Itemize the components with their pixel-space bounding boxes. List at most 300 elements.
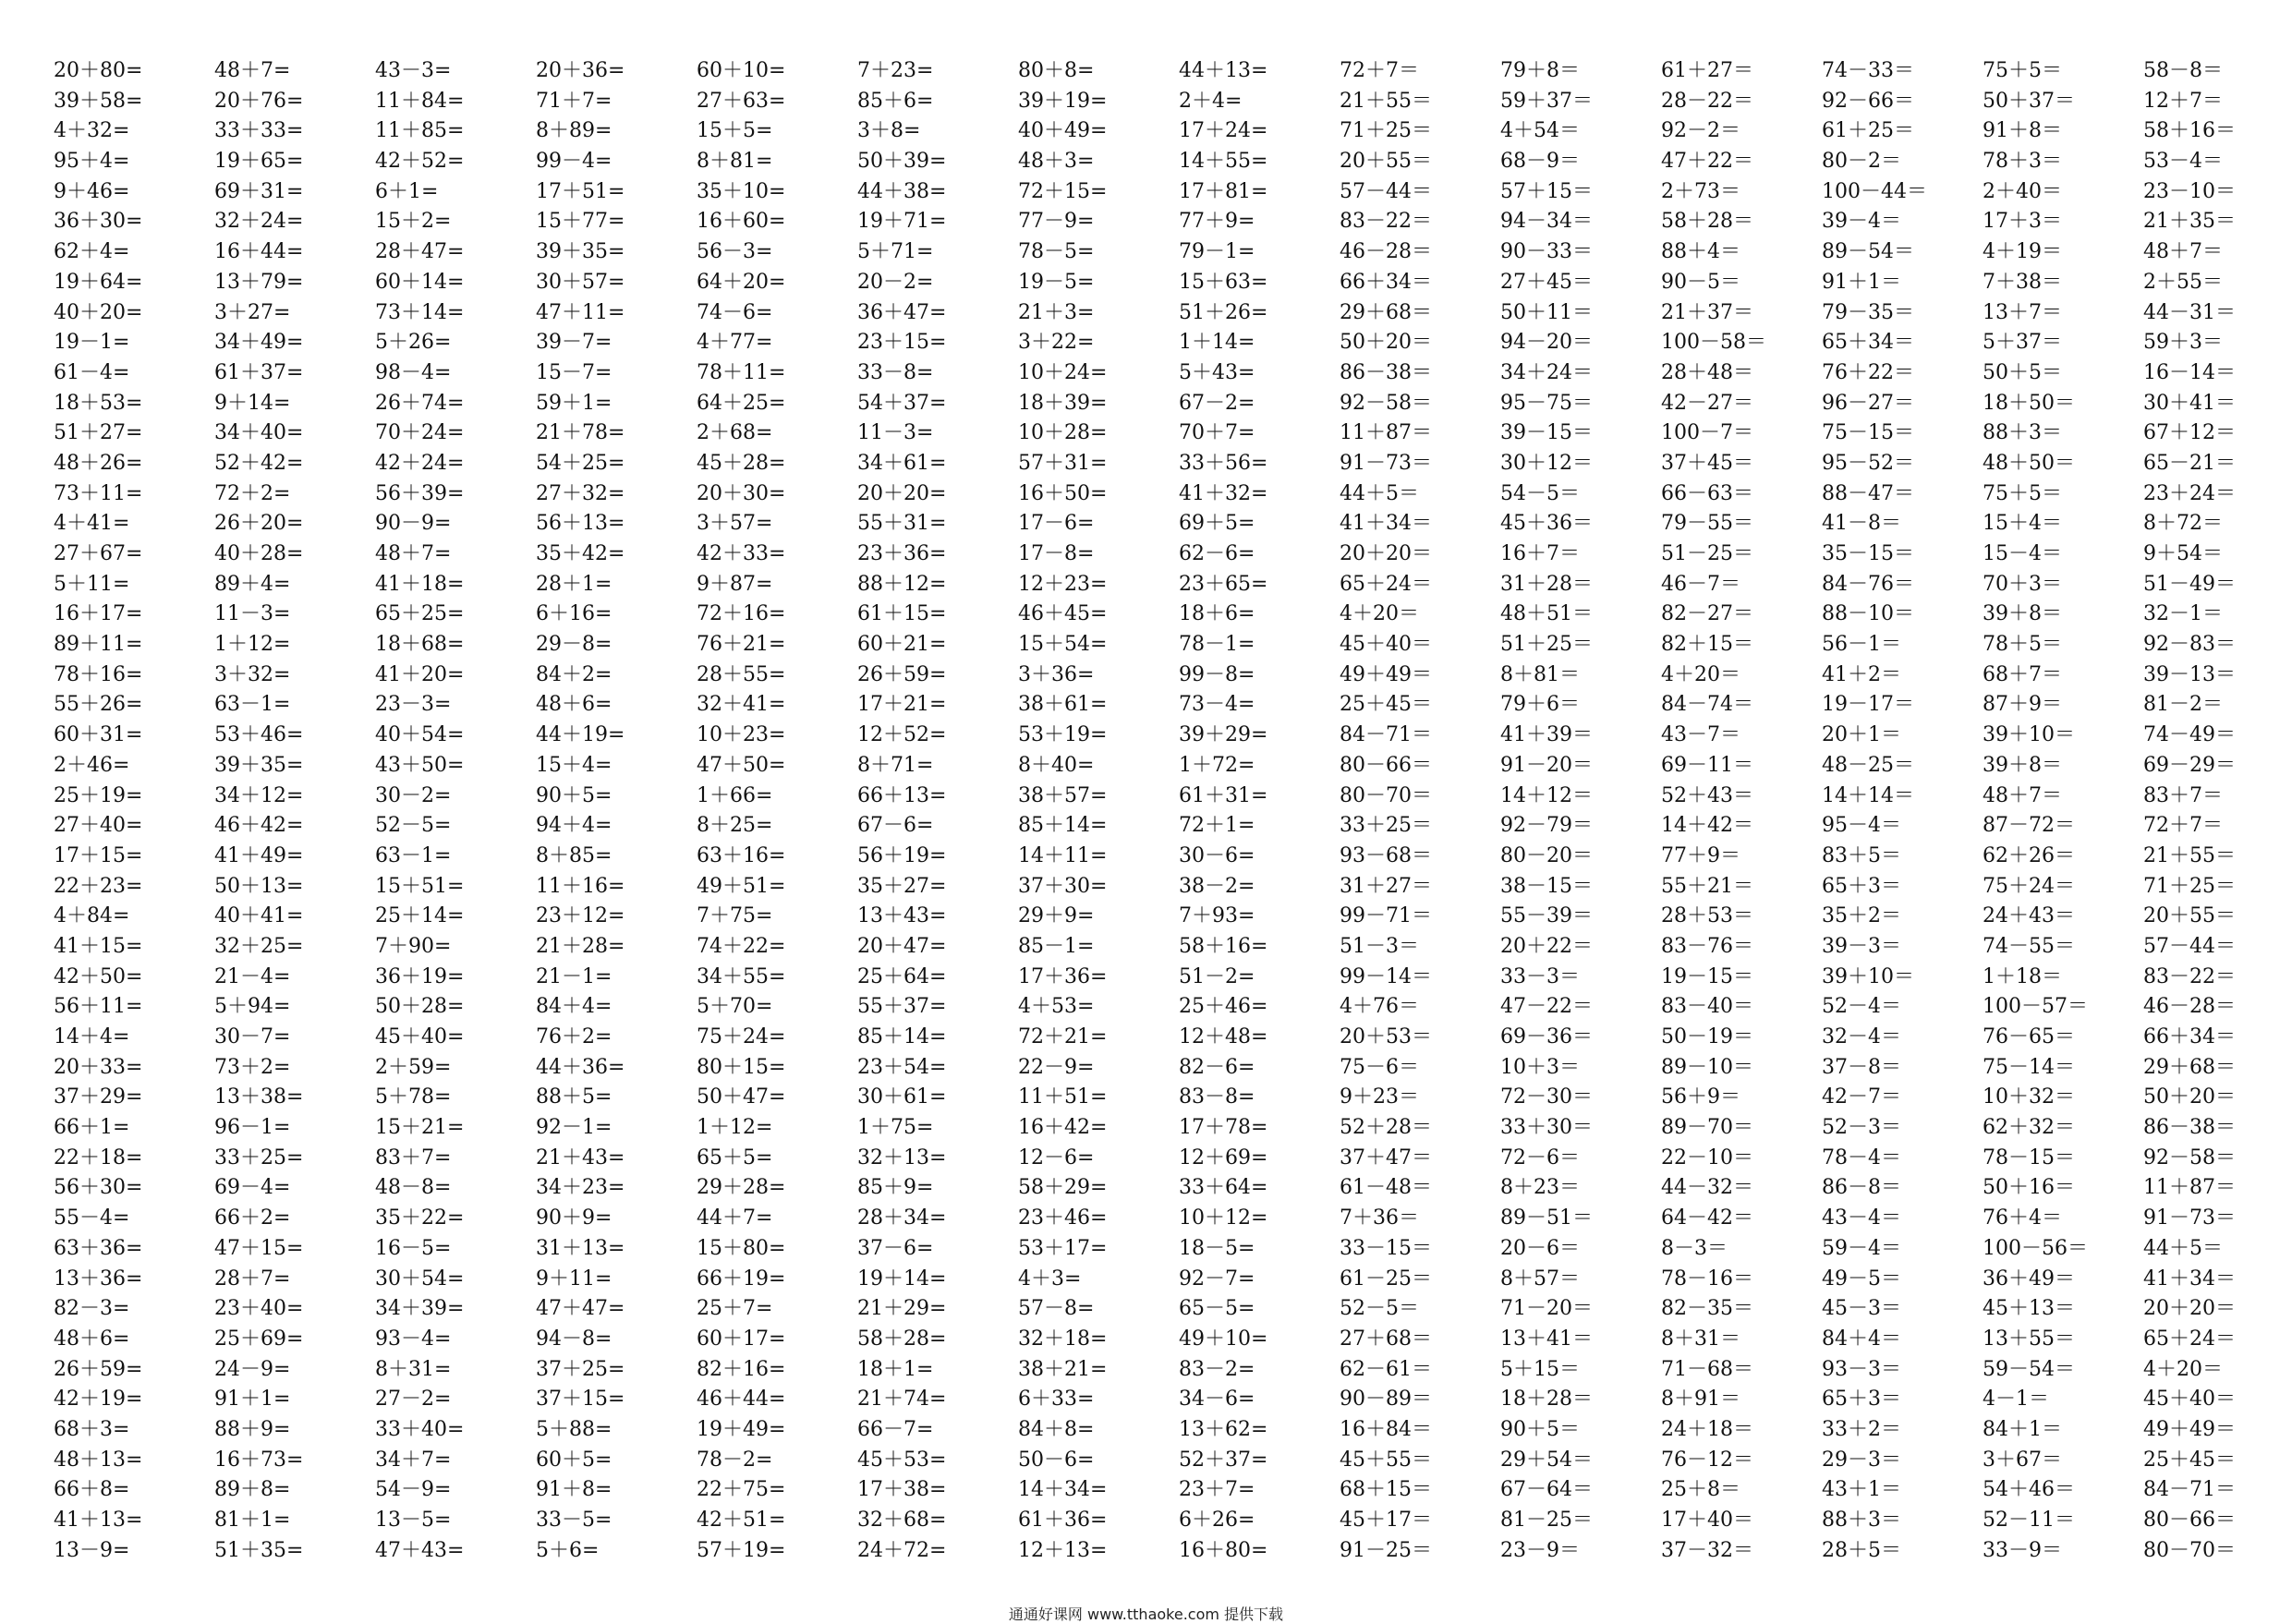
problem-cell: 69－11＝ (1661, 753, 1753, 777)
problem-cell: 23－9＝ (1500, 1538, 1580, 1562)
problem-cell: 8－3＝ (1661, 1236, 1728, 1260)
problem-cell: 91－25＝ (1340, 1538, 1432, 1562)
problem-cell: 80－66＝ (2143, 1509, 2236, 1532)
problem-cell: 42＋51= (697, 1509, 786, 1532)
problem-cell: 38＋21= (1018, 1357, 1108, 1381)
problem-cell: 78－16＝ (1661, 1266, 1753, 1291)
problem-cell: 5＋26= (375, 331, 452, 355)
problem-cell: 41＋2＝ (1822, 662, 1901, 686)
problem-cell: 80－70＝ (1340, 783, 1432, 807)
problem-cell: 17＋36= (1018, 964, 1108, 988)
problem-cell: 2＋46= (54, 753, 130, 777)
problem-cell: 7＋38＝ (1983, 270, 2062, 294)
problem-cell: 21＋35＝ (2143, 210, 2236, 234)
problem-cell: 96－1= (214, 1116, 291, 1140)
problem-cell: 14＋12＝ (1500, 783, 1593, 807)
problem-cell: 59－54＝ (1983, 1357, 2075, 1381)
problem-cell: 5＋11= (54, 572, 130, 596)
problem-cell: 11－3= (857, 421, 934, 445)
problem-cell: 1＋75= (857, 1116, 934, 1140)
problem-cell: 6＋16= (536, 602, 612, 626)
problem-cell: 7＋90= (375, 934, 452, 958)
problem-cell: 66＋34＝ (2143, 1025, 2236, 1048)
problem-cell: 82－6= (1179, 1055, 1255, 1079)
problem-cell: 80＋15= (697, 1055, 786, 1079)
problem-cell: 81－2＝ (2143, 693, 2223, 717)
problem-cell: 50＋5＝ (1983, 360, 2062, 384)
problem-cell: 48＋26= (54, 451, 143, 475)
problem-cell: 45＋28= (697, 451, 786, 475)
problem-cell: 11＋87＝ (2143, 1176, 2236, 1200)
problem-cell: 90＋9= (536, 1206, 612, 1230)
problem-cell: 49＋49＝ (2143, 1417, 2236, 1441)
problem-cell: 36＋19= (375, 964, 465, 988)
problem-cell: 74－55＝ (1983, 934, 2075, 958)
problem-cell: 33＋64= (1179, 1176, 1268, 1200)
problem-cell: 99－8= (1179, 662, 1255, 686)
problem-cell: 39＋10＝ (1822, 964, 1914, 988)
problem-cell: 12＋52= (857, 723, 947, 747)
problem-cell: 16＋7＝ (1500, 542, 1580, 565)
problem-cell: 23＋24＝ (2143, 481, 2236, 505)
problem-cell: 25＋64= (857, 964, 947, 988)
problem-cell: 41－8＝ (1822, 512, 1901, 536)
problem-cell: 46－28＝ (2143, 995, 2236, 1019)
problem-cell: 18＋53= (54, 391, 143, 415)
problem-cell: 83－2= (1179, 1357, 1255, 1381)
problem-cell: 45＋40＝ (1340, 633, 1432, 657)
problem-cell: 88＋9= (214, 1417, 291, 1441)
problem-cell: 4＋20＝ (1340, 602, 1419, 626)
problem-cell: 89＋11= (54, 633, 143, 657)
problem-cell: 42＋33= (697, 542, 786, 565)
problem-cell: 84＋1＝ (1983, 1417, 2062, 1441)
problem-cell: 42－27＝ (1661, 391, 1753, 415)
problem-cell: 58＋16= (1179, 934, 1268, 958)
problem-cell: 33－15＝ (1340, 1236, 1432, 1260)
problem-cell: 20＋36= (536, 59, 625, 82)
problem-cell: 15＋51= (375, 874, 465, 898)
problem-cell: 39－13＝ (2143, 662, 2236, 686)
problem-cell: 78－1= (1179, 633, 1255, 657)
problem-cell: 77＋9= (1179, 210, 1255, 234)
problem-cell: 78＋16= (54, 662, 143, 686)
problem-cell: 84＋8= (1018, 1417, 1095, 1441)
problem-cell: 19＋65= (214, 150, 304, 174)
problem-cell: 16＋50= (1018, 481, 1108, 505)
problem-cell: 71＋25＝ (2143, 874, 2236, 898)
problem-cell: 56＋19= (857, 843, 947, 867)
problem-cell: 75－14＝ (1983, 1055, 2075, 1079)
problem-cell: 50＋28= (375, 995, 465, 1019)
problem-cell: 4＋41= (54, 512, 130, 536)
problem-cell: 34－6= (1179, 1388, 1255, 1412)
problem-cell: 41＋13= (54, 1509, 143, 1532)
problem-cell: 41＋18= (375, 572, 465, 596)
problem-cell: 25＋7= (697, 1297, 773, 1321)
problem-cell: 13－5= (375, 1509, 452, 1532)
problem-cell: 76＋4＝ (1983, 1206, 2062, 1230)
problem-cell: 7＋23= (857, 59, 934, 82)
problem-cell: 39－15＝ (1500, 421, 1593, 445)
problem-cell: 15＋21= (375, 1116, 465, 1140)
problem-cell: 80－2＝ (1822, 150, 1901, 174)
problem-cell: 60＋21= (857, 633, 947, 657)
problem-cell: 65＋25= (375, 602, 465, 626)
problem-cell: 43－4＝ (1822, 1206, 1901, 1230)
problem-cell: 24＋18＝ (1661, 1417, 1753, 1441)
problem-cell: 9＋14= (214, 391, 291, 415)
problem-cell: 21＋55＝ (1340, 89, 1432, 113)
problem-cell: 66－7= (857, 1417, 934, 1441)
problem-cell: 50－19＝ (1661, 1025, 1753, 1048)
problem-cell: 66＋8= (54, 1478, 130, 1502)
problem-cell: 44＋36= (536, 1055, 625, 1079)
problem-cell: 45＋40＝ (2143, 1388, 2236, 1412)
problem-cell: 13＋79= (214, 270, 304, 294)
problem-cell: 63＋36= (54, 1236, 143, 1260)
problem-cell: 9＋11= (536, 1266, 612, 1291)
problem-cell: 10＋28= (1018, 421, 1108, 445)
problem-cell: 51－3＝ (1340, 934, 1419, 958)
problem-cell: 34＋61= (857, 451, 947, 475)
problem-cell: 79－35＝ (1822, 300, 1914, 324)
problem-cell: 83－40＝ (1661, 995, 1753, 1019)
problem-cell: 60＋5= (536, 1448, 612, 1472)
problem-cell: 30－6= (1179, 843, 1255, 867)
problem-cell: 59＋3＝ (2143, 331, 2223, 355)
problem-cell: 2＋4= (1179, 89, 1243, 113)
problem-cell: 62＋4= (54, 240, 130, 264)
problem-cell: 50＋37＝ (1983, 89, 2075, 113)
problem-cell: 7＋75= (697, 904, 773, 928)
problem-cell: 70＋7= (1179, 421, 1255, 445)
problem-cell: 56＋9＝ (1661, 1085, 1740, 1109)
problem-cell: 71＋25＝ (1340, 119, 1432, 143)
problem-cell: 1＋14= (1179, 331, 1255, 355)
problem-cell: 90－89＝ (1340, 1388, 1432, 1412)
problem-cell: 44＋5＝ (1340, 481, 1419, 505)
problem-cell: 60＋17= (697, 1327, 786, 1351)
problem-cell: 17＋15= (54, 843, 143, 867)
problem-cell: 70＋3＝ (1983, 572, 2062, 596)
problem-cell: 8＋31＝ (1661, 1327, 1740, 1351)
problem-cell: 1＋72= (1179, 753, 1255, 777)
problem-cell: 55－39＝ (1500, 904, 1593, 928)
problem-cell: 44＋38= (857, 179, 947, 203)
problem-cell: 4＋54＝ (1500, 119, 1580, 143)
problem-cell: 63－1= (375, 843, 452, 867)
problem-cell: 5＋15＝ (1500, 1357, 1580, 1381)
problem-cell: 56－1＝ (1822, 633, 1901, 657)
problem-cell: 9＋87= (697, 572, 773, 596)
problem-cell: 82－35＝ (1661, 1297, 1753, 1321)
problem-cell: 60＋14= (375, 270, 465, 294)
problem-cell: 68＋3= (54, 1417, 130, 1441)
problem-cell: 81＋1= (214, 1509, 291, 1532)
problem-cell: 8＋23＝ (1500, 1176, 1580, 1200)
problem-cell: 32＋41= (697, 693, 786, 717)
problem-cell: 4＋77= (697, 331, 773, 355)
problem-cell: 36＋30= (54, 210, 143, 234)
problem-cell: 78－5= (1018, 240, 1095, 264)
problem-cell: 17＋40＝ (1661, 1509, 1753, 1532)
problem-cell: 41＋34＝ (1340, 512, 1432, 536)
problem-cell: 23＋40= (214, 1297, 304, 1321)
problem-cell: 80－20＝ (1500, 843, 1593, 867)
problem-cell: 16＋60= (697, 210, 786, 234)
problem-cell: 61＋36= (1018, 1509, 1108, 1532)
problem-cell: 90－5＝ (1661, 270, 1740, 294)
problem-cell: 4＋84= (54, 904, 130, 928)
problem-cell: 84－71＝ (2143, 1478, 2236, 1502)
problem-cell: 21＋28= (536, 934, 625, 958)
problem-cell: 4＋20＝ (1661, 662, 1740, 686)
problem-cell: 31＋13= (536, 1236, 625, 1260)
problem-cell: 34＋40= (214, 421, 304, 445)
problem-cell: 69－29＝ (2143, 753, 2236, 777)
problem-cell: 90＋5＝ (1500, 1417, 1580, 1441)
problem-cell: 72＋21= (1018, 1025, 1108, 1048)
problem-cell: 33－3＝ (1500, 964, 1580, 988)
problem-cell: 15＋4= (536, 753, 612, 777)
problem-cell: 32＋25= (214, 934, 304, 958)
problem-cell: 32－4＝ (1822, 1025, 1901, 1048)
problem-cell: 5＋70= (697, 995, 773, 1019)
problem-cell: 78＋3＝ (1983, 150, 2062, 174)
problem-cell: 20＋20＝ (2143, 1297, 2236, 1321)
problem-cell: 5＋94= (214, 995, 291, 1019)
problem-cell: 65＋34＝ (1822, 331, 1914, 355)
problem-cell: 48＋6= (536, 693, 612, 717)
problem-cell: 83＋5＝ (1822, 843, 1901, 867)
problem-cell: 100－57＝ (1983, 995, 2088, 1019)
problem-cell: 90－33＝ (1500, 240, 1593, 264)
problem-cell: 50＋16＝ (1983, 1176, 2075, 1200)
problem-cell: 57＋19= (697, 1538, 786, 1562)
problem-cell: 52＋42= (214, 451, 304, 475)
problem-cell: 4＋76＝ (1340, 995, 1419, 1019)
problem-cell: 30＋54= (375, 1266, 465, 1291)
problem-cell: 10＋24= (1018, 360, 1108, 384)
problem-cell: 19＋71= (857, 210, 947, 234)
problem-cell: 62＋26＝ (1983, 843, 2075, 867)
problem-cell: 5＋71= (857, 240, 934, 264)
problem-cell: 40＋20= (54, 300, 143, 324)
problem-cell: 73－4= (1179, 693, 1255, 717)
problem-cell: 28＋5＝ (1822, 1538, 1901, 1562)
problem-cell: 54＋46＝ (1983, 1478, 2075, 1502)
problem-cell: 100－56＝ (1983, 1236, 2088, 1260)
problem-cell: 21－4= (214, 964, 291, 988)
problem-cell: 61＋27＝ (1661, 59, 1753, 82)
problem-cell: 41＋15= (54, 934, 143, 958)
problem-cell: 3＋67＝ (1983, 1448, 2062, 1472)
problem-cell: 50＋13= (214, 874, 304, 898)
problem-cell: 39－4＝ (1822, 210, 1901, 234)
problem-cell: 62－6= (1179, 542, 1255, 565)
problem-cell: 52－4＝ (1822, 995, 1901, 1019)
problem-cell: 20＋80= (54, 59, 143, 82)
problem-cell: 52－5= (375, 814, 452, 838)
problem-cell: 30＋57= (536, 270, 625, 294)
problem-cell: 18＋68= (375, 633, 465, 657)
problem-cell: 58＋16＝ (2143, 119, 2236, 143)
problem-cell: 92－1= (536, 1116, 612, 1140)
problem-cell: 9＋46= (54, 179, 130, 203)
problem-cell: 33＋30＝ (1500, 1116, 1593, 1140)
problem-cell: 78－15＝ (1983, 1145, 2075, 1170)
problem-cell: 20＋55＝ (1340, 150, 1432, 174)
problem-cell: 23－10＝ (2143, 179, 2236, 203)
problem-cell: 65－21＝ (2143, 451, 2236, 475)
problem-cell: 43＋1＝ (1822, 1478, 1901, 1502)
problem-cell: 84－71＝ (1340, 723, 1432, 747)
problem-cell: 23＋36= (857, 542, 947, 565)
problem-cell: 61＋37= (214, 360, 304, 384)
problem-cell: 23＋46= (1018, 1206, 1108, 1230)
problem-cell: 27＋40= (54, 814, 143, 838)
problem-cell: 66＋1= (54, 1116, 130, 1140)
problem-cell: 23＋12= (536, 904, 625, 928)
problem-cell: 85＋6= (857, 89, 934, 113)
problem-cell: 4＋19＝ (1983, 240, 2062, 264)
problem-cell: 29＋9= (1018, 904, 1095, 928)
problem-cell: 24＋43＝ (1983, 904, 2075, 928)
problem-cell: 72＋15= (1018, 179, 1108, 203)
problem-cell: 33＋25＝ (1340, 814, 1432, 838)
problem-cell: 88－47＝ (1822, 481, 1914, 505)
problem-cell: 72－6＝ (1500, 1145, 1580, 1170)
problem-cell: 41＋49= (214, 843, 304, 867)
problem-cell: 65＋3＝ (1822, 874, 1901, 898)
problem-cell: 33＋40= (375, 1417, 465, 1441)
problem-cell: 29－8= (536, 633, 612, 657)
problem-cell: 85－1= (1018, 934, 1095, 958)
problem-grid (54, 56, 2292, 1566)
problem-cell: 58＋28＝ (1661, 210, 1753, 234)
problem-cell: 15＋77= (536, 210, 625, 234)
problem-cell: 1＋12= (214, 633, 291, 657)
problem-cell: 38＋61= (1018, 693, 1108, 717)
problem-cell: 49＋51= (697, 874, 786, 898)
problem-cell: 86－38＝ (2143, 1116, 2236, 1140)
problem-cell: 44＋13= (1179, 59, 1268, 82)
problem-cell: 13＋55＝ (1983, 1327, 2075, 1351)
problem-cell: 54＋37= (857, 391, 947, 415)
problem-cell: 47＋11= (536, 300, 625, 324)
problem-cell: 69＋5= (1179, 512, 1255, 536)
problem-cell: 39＋8＝ (1983, 753, 2062, 777)
problem-cell: 56＋39= (375, 481, 465, 505)
problem-cell: 82－3= (54, 1297, 130, 1321)
problem-cell: 5＋88= (536, 1417, 612, 1441)
problem-cell: 33－9＝ (1983, 1538, 2062, 1562)
problem-cell: 38－2= (1179, 874, 1255, 898)
problem-cell: 19－5= (1018, 270, 1095, 294)
problem-cell: 28＋47= (375, 240, 465, 264)
problem-cell: 57－8= (1018, 1297, 1095, 1321)
problem-cell: 61－4= (54, 360, 130, 384)
problem-cell: 10＋23= (697, 723, 786, 747)
problem-cell: 16－5= (375, 1236, 452, 1260)
problem-cell: 27－2= (375, 1388, 452, 1412)
problem-cell: 95－75＝ (1500, 391, 1593, 415)
problem-cell: 47＋22＝ (1661, 150, 1753, 174)
problem-cell: 48＋6= (54, 1327, 130, 1351)
problem-cell: 14＋55= (1179, 150, 1268, 174)
problem-cell: 16＋17= (54, 602, 143, 626)
problem-cell: 63－1= (214, 693, 291, 717)
problem-cell: 56＋30= (54, 1176, 143, 1200)
problem-cell: 45＋17＝ (1340, 1509, 1432, 1532)
problem-cell: 93－3＝ (1822, 1357, 1901, 1381)
problem-cell: 28＋48＝ (1661, 360, 1753, 384)
problem-cell: 60＋31= (54, 723, 143, 747)
problem-cell: 27＋32= (536, 481, 625, 505)
problem-cell: 3＋8= (857, 119, 921, 143)
problem-cell: 61－25＝ (1340, 1266, 1432, 1291)
problem-cell: 32＋24= (214, 210, 304, 234)
problem-cell: 92－79＝ (1500, 814, 1593, 838)
problem-cell: 90＋5= (536, 783, 612, 807)
problem-cell: 64＋25= (697, 391, 786, 415)
problem-cell: 36＋49＝ (1983, 1266, 2075, 1291)
problem-cell: 5＋78= (375, 1085, 452, 1109)
problem-cell: 28＋34= (857, 1206, 947, 1230)
problem-cell: 62＋32＝ (1983, 1116, 2075, 1140)
problem-cell: 89＋4= (214, 572, 291, 596)
problem-cell: 93－4= (375, 1327, 452, 1351)
problem-cell: 76＋21= (697, 633, 786, 657)
problem-cell: 21＋78= (536, 421, 625, 445)
problem-cell: 14＋14＝ (1822, 783, 1914, 807)
problem-cell: 66－63＝ (1661, 481, 1753, 505)
problem-cell: 4＋53= (1018, 995, 1095, 1019)
problem-cell: 83－76＝ (1661, 934, 1753, 958)
problem-cell: 25＋45＝ (2143, 1448, 2236, 1472)
problem-cell: 68－9＝ (1500, 150, 1580, 174)
problem-cell: 14＋11= (1018, 843, 1108, 867)
problem-cell: 6＋1= (375, 179, 439, 203)
problem-cell: 25＋19= (54, 783, 143, 807)
problem-cell: 51＋35= (214, 1538, 304, 1562)
problem-cell: 51－2= (1179, 964, 1255, 988)
problem-cell: 11＋85= (375, 119, 465, 143)
problem-cell: 96－27＝ (1822, 391, 1914, 415)
problem-cell: 15＋2= (375, 210, 452, 234)
problem-cell: 35＋27= (857, 874, 947, 898)
problem-cell: 56－3= (697, 240, 773, 264)
problem-cell: 46－7＝ (1661, 572, 1740, 596)
problem-cell: 59＋37＝ (1500, 89, 1593, 113)
problem-cell: 58＋28= (857, 1327, 947, 1351)
problem-cell: 33＋2＝ (1822, 1417, 1901, 1441)
problem-cell: 37＋45＝ (1661, 451, 1753, 475)
problem-cell: 26＋59= (857, 662, 947, 686)
problem-cell: 43－3= (375, 59, 452, 82)
problem-cell: 23＋54= (857, 1055, 947, 1079)
problem-cell: 49＋10= (1179, 1327, 1268, 1351)
problem-cell: 67＋12＝ (2143, 421, 2236, 445)
problem-cell: 1＋12= (697, 1116, 773, 1140)
problem-cell: 18＋39= (1018, 391, 1108, 415)
problem-cell: 54－9= (375, 1478, 452, 1502)
problem-cell: 21＋55＝ (2143, 843, 2236, 867)
problem-cell: 34＋7= (375, 1448, 452, 1472)
problem-cell: 16－14＝ (2143, 360, 2236, 384)
problem-cell: 52＋28＝ (1340, 1116, 1432, 1140)
